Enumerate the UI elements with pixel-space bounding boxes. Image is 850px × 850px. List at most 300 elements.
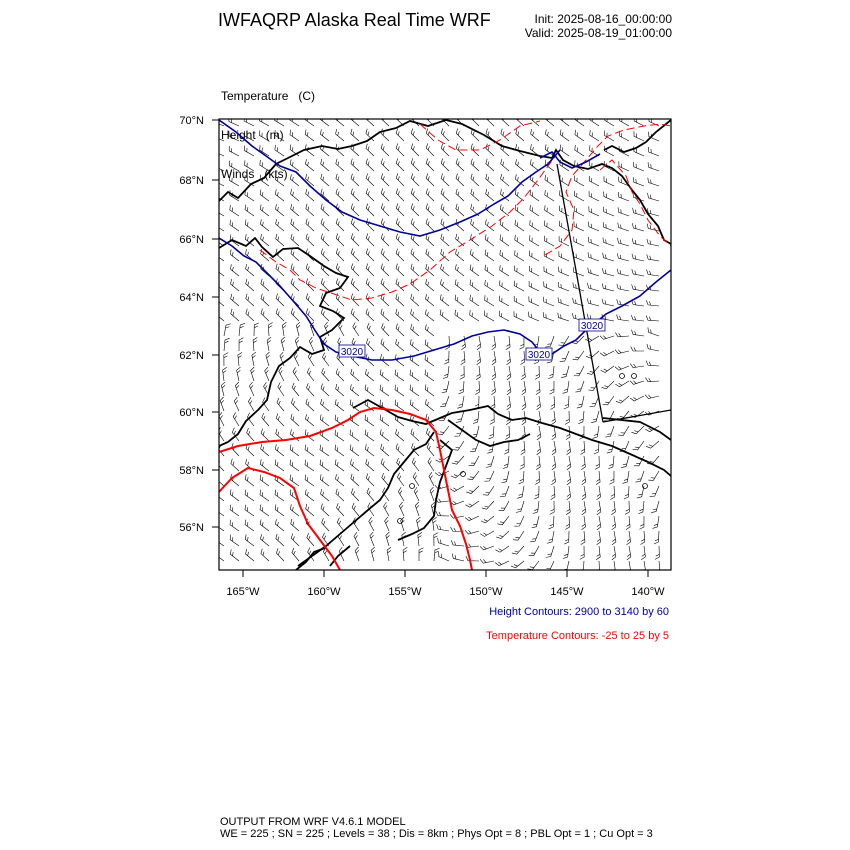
wind-barb <box>656 561 660 575</box>
wind-barb <box>608 456 614 469</box>
wind-barb <box>306 504 314 516</box>
wind-barb <box>545 190 554 201</box>
wind-barb <box>261 279 269 291</box>
wind-barb <box>515 250 524 261</box>
wind-barb <box>411 249 419 261</box>
wind-barb <box>307 383 314 396</box>
wind-barb <box>630 381 644 385</box>
wind-barb <box>522 381 526 395</box>
wind-barb <box>581 456 585 470</box>
wind-barb <box>537 426 541 440</box>
wind-barb <box>597 531 601 545</box>
wind-barb <box>566 426 570 440</box>
wind-barb <box>245 205 254 216</box>
wind-barb <box>543 312 554 321</box>
wind-barb <box>565 516 569 529</box>
wind-barb <box>573 351 584 360</box>
wind-barb <box>574 366 584 376</box>
wind-barb <box>646 441 659 448</box>
wind-barb <box>535 366 539 379</box>
wind-barb <box>417 517 421 531</box>
wind-barb <box>516 114 524 126</box>
wind-barb <box>565 411 569 424</box>
wind-barb <box>350 459 359 471</box>
wind-barb <box>305 130 314 141</box>
wind-barb <box>320 129 329 141</box>
wind-barb <box>477 336 481 350</box>
wind-barb <box>426 128 434 141</box>
wind-barb <box>600 336 614 340</box>
wind-barb <box>305 489 314 501</box>
wind-barb <box>426 189 434 201</box>
wind-barb <box>246 444 254 456</box>
coastline <box>219 120 671 570</box>
wind-barb <box>411 173 419 186</box>
wind-barb <box>590 115 599 126</box>
temperature-contours <box>219 121 671 570</box>
wind-barb <box>305 414 314 426</box>
wind-barb <box>634 131 644 141</box>
wind-barb <box>261 429 269 441</box>
wind-barb <box>366 263 374 276</box>
wind-barb <box>551 411 555 425</box>
contour-label-3020-c: 3020 <box>580 321 604 332</box>
wind-barb <box>650 486 659 496</box>
wind-barb <box>252 352 256 366</box>
wind-barb <box>275 444 284 456</box>
wind-barb <box>321 234 329 246</box>
wind-barb <box>320 414 329 426</box>
wind-barb <box>224 324 231 336</box>
wind-barb <box>593 426 599 438</box>
footer-config: WE = 225 ; SN = 225 ; Levels = 38 ; Dis = 8km ; Phys Opt = 8 ; PBL Opt = 1 ; Cu Opt = 3 <box>220 828 653 840</box>
wind-barb <box>633 441 644 450</box>
wind-barb <box>545 175 554 186</box>
wind-barb <box>573 267 584 276</box>
wind-barb <box>500 486 509 497</box>
footer-model: OUTPUT FROM WRF V4.6.1 MODEL <box>220 816 406 828</box>
wind-barb <box>511 561 524 568</box>
wind-barb <box>425 399 434 411</box>
wind-barb <box>279 367 284 381</box>
wind-barb <box>351 159 359 171</box>
wind-barb <box>648 471 659 480</box>
wind-barb <box>497 516 509 525</box>
wind-barb <box>502 471 509 483</box>
wind-barb <box>230 549 239 561</box>
wind-barb <box>466 486 479 494</box>
wind-barb <box>452 554 464 561</box>
wind-barb <box>276 429 284 441</box>
lat-label-58: 58°N <box>179 465 204 477</box>
wind-barb <box>275 189 284 201</box>
lat-label-66: 66°N <box>179 234 204 246</box>
wind-barb <box>371 547 375 561</box>
wind-barb <box>385 517 389 531</box>
wind-barb <box>411 429 419 441</box>
wind-barb <box>529 546 539 556</box>
wind-barb <box>245 175 254 186</box>
wind-barb <box>381 233 389 246</box>
wind-barb <box>529 266 539 276</box>
wind-barb <box>574 191 584 201</box>
wind-barb <box>230 264 239 276</box>
wind-barb <box>366 233 374 246</box>
wind-barb <box>351 129 359 141</box>
wind-barb <box>533 501 539 514</box>
wind-barb <box>516 501 524 512</box>
wind-barb <box>354 532 359 546</box>
wind-barb <box>544 220 554 231</box>
wind-barb <box>396 444 404 456</box>
wind-barb <box>624 486 629 499</box>
wind-barbs <box>213 113 660 574</box>
wind-barb <box>455 279 464 291</box>
model-footer <box>220 816 653 840</box>
wind-barb <box>321 219 329 231</box>
wind-barb <box>521 366 525 380</box>
wind-barb <box>336 503 344 516</box>
wind-barb <box>426 143 434 156</box>
wind-barb <box>603 207 614 216</box>
wind-barb <box>215 279 224 291</box>
wind-barb <box>336 159 344 171</box>
wind-barb <box>276 294 284 306</box>
wind-barb <box>455 264 464 276</box>
wind-barb <box>519 471 524 484</box>
wind-barb <box>619 116 629 126</box>
wind-barb <box>321 504 329 516</box>
wind-barb <box>306 189 314 201</box>
wind-barb <box>582 486 586 500</box>
wind-barb <box>290 130 299 141</box>
wind-barb <box>245 505 254 516</box>
wind-barb <box>230 205 239 216</box>
wind-barb <box>367 323 374 336</box>
wind-barb <box>655 546 659 559</box>
wind-barb <box>530 159 539 171</box>
wind-barb <box>305 475 314 486</box>
wind-barb <box>396 264 404 276</box>
wind-barb <box>305 115 314 126</box>
wind-barb <box>543 297 554 306</box>
wind-barb <box>276 234 284 246</box>
wind-barb <box>380 415 389 426</box>
wind-barb <box>534 486 539 499</box>
wind-barb <box>381 339 389 351</box>
wind-barb <box>230 520 239 531</box>
wind-barb <box>536 456 540 470</box>
wind-barb <box>600 351 614 356</box>
wind-barb <box>456 159 464 171</box>
wind-barb <box>239 323 245 336</box>
wind-barb <box>450 501 464 505</box>
wind-barb <box>366 459 374 471</box>
wind-barb <box>474 396 479 409</box>
wind-barb <box>602 283 614 291</box>
wind-barb <box>425 324 434 336</box>
wind-barb <box>648 147 659 156</box>
wind-barb <box>617 284 629 291</box>
wind-barb <box>320 114 329 126</box>
wind-barb <box>335 399 344 411</box>
wind-barb <box>381 309 389 321</box>
wind-barb <box>589 176 599 186</box>
wind-barb <box>582 501 586 515</box>
wind-barb <box>275 115 284 126</box>
wind-barb <box>245 220 254 231</box>
wind-barb <box>321 399 329 411</box>
wind-barb <box>260 475 269 486</box>
wind-barb <box>603 396 614 405</box>
legend-winds: Winds (kts) <box>221 167 288 181</box>
wind-barb <box>440 310 449 321</box>
wind-barb <box>410 370 419 381</box>
wind-barb <box>411 188 419 201</box>
wind-barb <box>350 445 359 456</box>
wind-barb <box>336 234 344 246</box>
wind-barb <box>306 174 314 186</box>
wind-barb <box>460 366 464 379</box>
wind-barb <box>411 324 419 336</box>
wind-barb <box>501 114 509 126</box>
wind-barb <box>484 310 494 321</box>
wind-barb <box>561 366 569 378</box>
wind-barb <box>306 293 314 306</box>
wind-barb <box>307 533 314 546</box>
wind-barb <box>381 203 389 216</box>
wind-barb <box>246 549 254 561</box>
wind-barb <box>588 252 599 261</box>
wind-barb <box>529 251 539 261</box>
wind-barb <box>335 445 344 456</box>
wind-barb <box>530 190 539 201</box>
wind-barb <box>486 159 494 171</box>
wind-barb <box>396 144 404 156</box>
wind-barb <box>482 501 494 509</box>
wind-barb <box>550 501 554 514</box>
wind-barb <box>631 347 644 351</box>
wind-barb <box>545 205 554 216</box>
wind-barb <box>457 396 464 408</box>
wind-barb <box>426 264 434 276</box>
wind-barb <box>631 300 644 306</box>
wind-barb <box>275 519 284 531</box>
wind-barb <box>381 249 389 261</box>
wind-barb <box>396 218 404 231</box>
wind-barb <box>575 130 584 141</box>
wind-barb <box>632 238 644 246</box>
wind-barb <box>545 129 554 141</box>
wind-barb <box>396 188 404 201</box>
wind-barb <box>275 460 284 471</box>
wind-barb <box>595 561 599 574</box>
wind-barb <box>261 234 269 246</box>
wind-barb <box>626 516 630 530</box>
wind-barb <box>438 538 449 546</box>
wind-barb <box>566 501 570 515</box>
wind-barb <box>609 471 614 484</box>
wind-barb <box>456 128 464 141</box>
wind-barb <box>291 219 299 231</box>
wind-barb <box>603 253 614 261</box>
wind-barb <box>645 378 659 382</box>
wind-barb <box>589 206 599 216</box>
wind-barb <box>632 254 644 261</box>
wind-barb <box>395 354 404 366</box>
wind-barb <box>582 471 586 485</box>
wind-barb <box>365 385 374 396</box>
wind-barb <box>396 294 404 306</box>
wind-barb <box>499 296 509 306</box>
wind-barb <box>559 251 569 261</box>
wind-barb <box>350 384 359 396</box>
wind-barb <box>230 220 239 231</box>
wind-barb <box>549 381 554 394</box>
wind-barb <box>335 459 344 471</box>
wind-barb <box>590 130 599 141</box>
wind-barb <box>560 145 569 156</box>
wind-barb <box>530 220 539 231</box>
wind-barb <box>470 234 479 246</box>
wind-barb <box>470 310 479 321</box>
wind-barb <box>507 366 511 380</box>
wind-barb <box>632 284 644 291</box>
wind-barb <box>581 516 585 530</box>
wind-barb <box>290 460 299 471</box>
wind-barb <box>414 487 419 501</box>
wind-barb <box>336 144 344 156</box>
wind-barb <box>503 456 509 469</box>
wind-barb <box>618 238 629 246</box>
wind-barb <box>618 223 629 231</box>
wind-barb <box>384 502 389 516</box>
wind-barb <box>339 322 344 336</box>
wind-barb <box>591 411 599 423</box>
wind-barb <box>320 460 329 471</box>
wind-barb <box>602 299 614 306</box>
wind-barb <box>233 412 239 426</box>
wind-barb <box>633 162 644 171</box>
wind-barb <box>461 336 465 350</box>
wind-barb <box>306 399 314 411</box>
wind-barb <box>366 144 374 156</box>
wind-barb <box>465 530 479 534</box>
wind-barb <box>366 279 374 291</box>
wind-barb <box>530 531 539 542</box>
wind-barb <box>336 248 344 261</box>
wind-barb <box>366 473 374 486</box>
wind-barb <box>451 540 464 546</box>
wind-barb <box>646 300 659 306</box>
wind-barb <box>527 561 539 570</box>
wind-barb <box>467 471 479 480</box>
wind-barb <box>579 561 584 574</box>
wind-barb <box>642 561 646 575</box>
wind-barb <box>501 159 509 171</box>
wind-barb <box>580 546 584 559</box>
wind-barb <box>248 397 254 411</box>
wind-barb <box>246 294 254 306</box>
wind-barb <box>336 369 344 381</box>
wind-barb <box>216 474 224 486</box>
wind-barb <box>336 189 344 201</box>
wind-barb <box>229 146 239 156</box>
wind-barb <box>381 173 389 186</box>
wind-barb <box>411 143 419 156</box>
lon-label-150: 150°W <box>469 586 503 598</box>
wind-barb <box>618 192 629 201</box>
wind-barb <box>336 219 344 231</box>
wind-barb <box>307 368 314 381</box>
wind-barb <box>646 361 659 366</box>
wind-barb <box>612 516 616 530</box>
wind-barb <box>495 561 509 566</box>
wind-barb <box>321 159 329 171</box>
wind-barb <box>470 249 479 261</box>
wind-barb <box>412 458 419 471</box>
wind-barb <box>631 315 644 321</box>
wind-barb <box>471 159 479 171</box>
wind-barb <box>381 188 389 201</box>
wind-barb <box>470 280 479 291</box>
wind-barb <box>261 309 269 321</box>
wind-barb <box>532 516 539 528</box>
wind-barb <box>426 219 434 231</box>
wind-barb <box>575 381 584 392</box>
wind-barb <box>411 158 419 171</box>
wind-barb <box>466 501 479 507</box>
wind-barb <box>654 531 659 544</box>
wind-barb <box>487 441 494 453</box>
wind-barb <box>224 353 228 366</box>
wind-barb <box>291 533 299 546</box>
wind-barb <box>623 471 629 483</box>
wind-barb <box>366 114 374 126</box>
wind-barb <box>500 280 509 291</box>
wind-barb <box>410 339 419 351</box>
wind-barb <box>381 444 389 456</box>
wind-barb <box>351 263 359 276</box>
wind-barb <box>290 504 299 516</box>
wind-barb <box>275 505 284 516</box>
wind-barb <box>635 471 644 482</box>
wind-barb <box>381 294 389 306</box>
wind-barb <box>321 278 329 291</box>
wind-barb <box>443 366 449 379</box>
wind-barb <box>492 351 496 365</box>
wind-barb <box>291 234 299 246</box>
wind-barb <box>415 502 419 516</box>
wind-barb <box>396 324 404 336</box>
wind-barb <box>459 381 464 394</box>
height-contour-note: Height Contours: 2900 to 3140 by 60 <box>489 606 669 618</box>
wind-barb <box>605 426 614 437</box>
wind-barb <box>648 178 659 186</box>
wind-barb <box>381 159 389 171</box>
wind-barb <box>537 441 541 455</box>
wind-barb <box>365 444 374 456</box>
wind-barb <box>365 430 374 441</box>
wind-barb <box>335 114 344 126</box>
wind-barb <box>336 174 344 186</box>
wind-barb <box>239 338 244 351</box>
wind-barb <box>229 117 239 126</box>
wind-barb <box>381 459 389 471</box>
wind-barb <box>260 160 269 171</box>
wind-barb <box>351 248 359 261</box>
wind-barb <box>320 445 329 456</box>
